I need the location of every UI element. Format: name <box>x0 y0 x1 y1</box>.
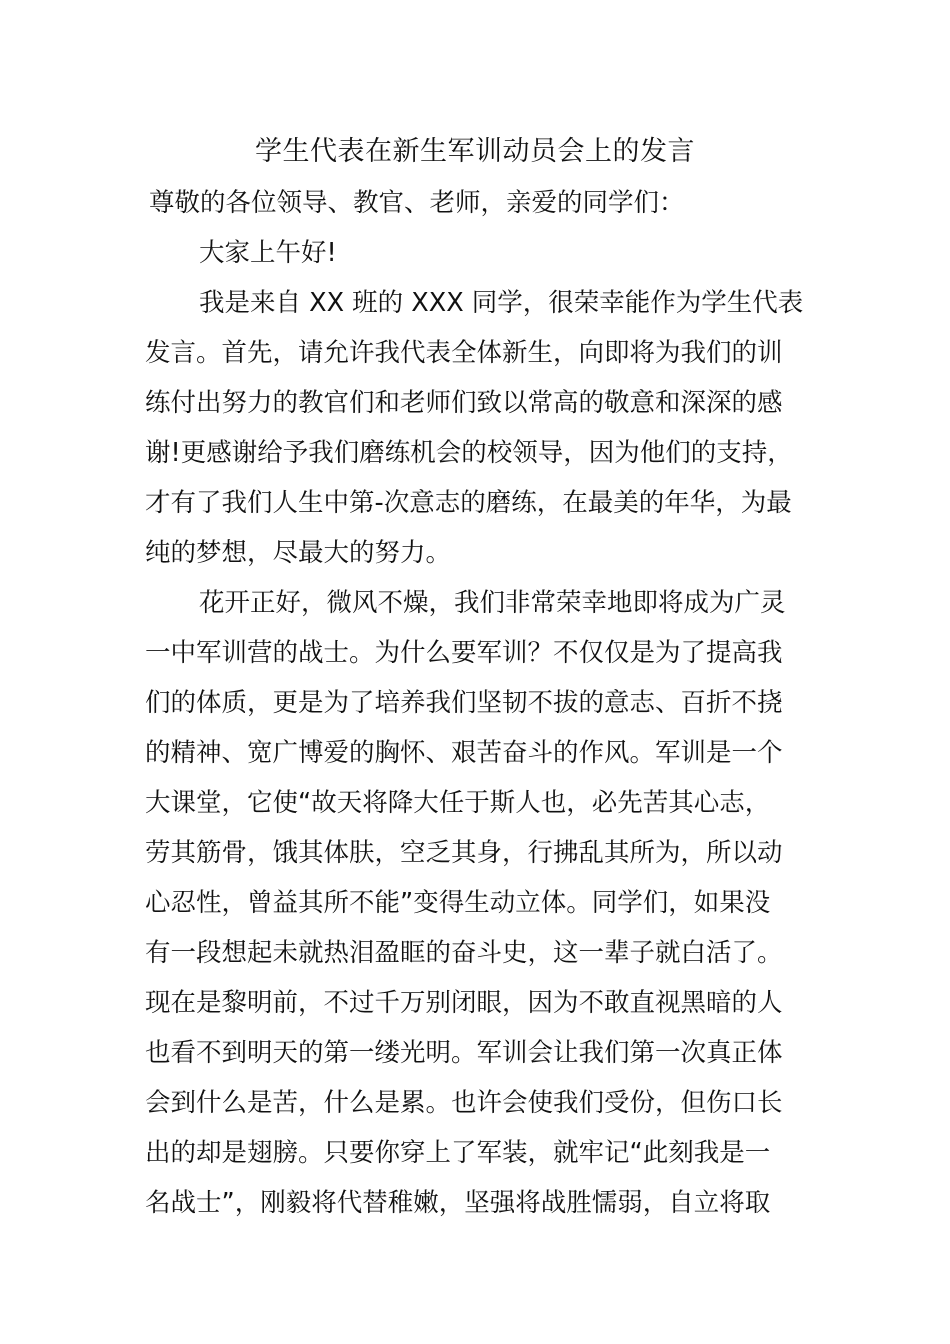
text-line: 心忍性，曾益其所不能”变得生动立体。同学们，如果没 <box>145 888 771 918</box>
text-line: 劳其筋骨，饿其体肤，空乏其身，行拂乱其所为，所以动 <box>145 838 783 868</box>
text-line: 出的却是翅膀。只要你穿上了军装，就牢记“此刻我是一 <box>145 1138 771 1168</box>
document-body <box>145 178 807 1228</box>
text-line: 花开正好，微风不燥，我们非常荣幸地即将成为广灵 <box>199 588 786 618</box>
text-line: 有一段想起未就热泪盈眶的奋斗史，这一辈子就白活了。 <box>145 938 783 968</box>
text-line: 练付出努力的教官们和老师们致以常高的敬意和深深的感 <box>145 388 783 418</box>
text-line: 大家上午好! <box>199 238 337 268</box>
text-line: 们的体质，更是为了培养我们坚韧不拔的意志、百折不挠 <box>145 688 783 718</box>
text-line: 一中军训营的战士。为什么要军训？不仅仅是为了提高我 <box>145 638 783 668</box>
text-line: 我是来自 XX 班的 XXX 同学，很荣幸能作为学生代表 <box>199 288 804 318</box>
document-title: 学生代表在新生军训动员会上的发言 <box>255 136 695 167</box>
text-line: 大课堂，它使“故天将降大任于斯人也，必先苦其心志， <box>145 788 771 818</box>
text-line: 才有了我们人生中第-次意志的磨练，在最美的年华，为最 <box>145 488 792 518</box>
text-line: 发言。首先，请允许我代表全体新生，向即将为我们的训 <box>145 338 783 368</box>
greeting-line: 尊敬的各位领导、教官、老师，亲爱的同学们： <box>149 188 685 218</box>
text-line: 的精神、宽广博爱的胸怀、艰苦奋斗的作风。军训是一个 <box>145 738 783 768</box>
text-line: 谢!更感谢给予我们磨练机会的校领导，因为他们的支持， <box>145 438 793 468</box>
text-line: 名战士”，刚毅将代替稚嫩，坚强将战胜懦弱，自立将取 <box>145 1188 771 1218</box>
text-line: 现在是黎明前，不过千万别闭眼，因为不敢直视黑暗的人 <box>145 988 783 1018</box>
text-line: 也看不到明天的第一缕光明。军训会让我们第一次真正体 <box>145 1038 783 1068</box>
text-line: 会到什么是苦，什么是累。也许会使我们受份，但伤口长 <box>145 1088 783 1118</box>
text-line: 纯的梦想，尽最大的努力。 <box>145 538 452 568</box>
